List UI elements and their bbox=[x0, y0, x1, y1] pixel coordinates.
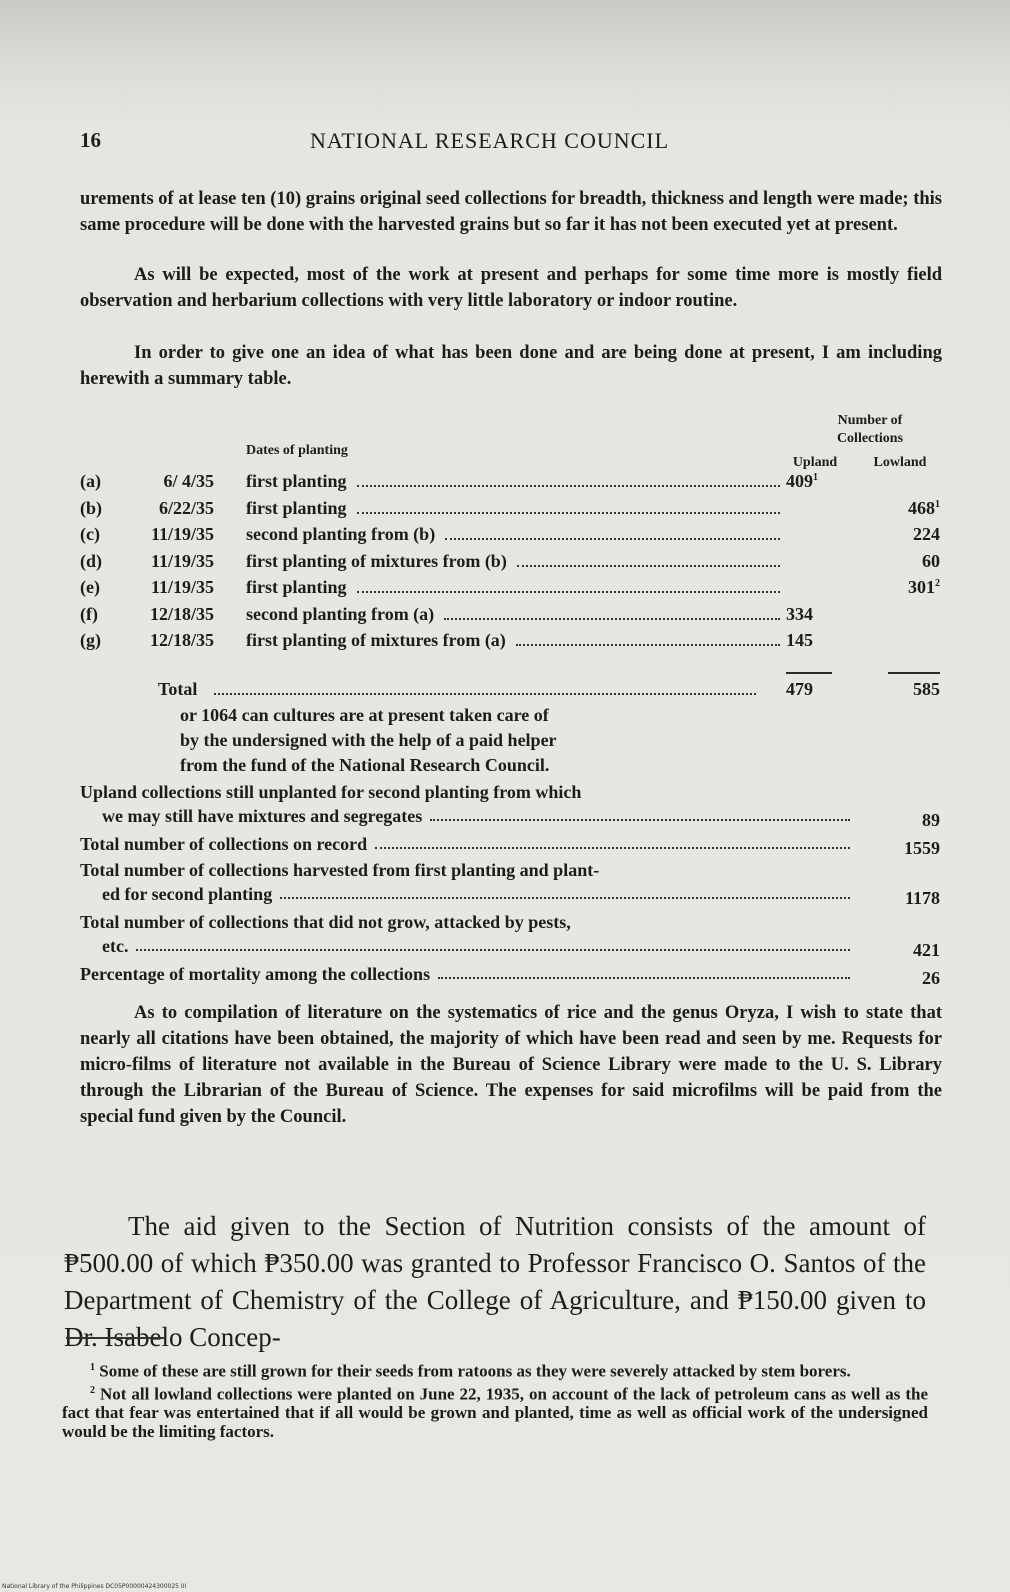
paragraph-text: urements of at lease ten (10) grains original seed collections for breadth, thickness and length were made; this same procedure will be done with the harvested grains but so far it has not been executed yet at present. bbox=[80, 189, 942, 235]
leader-dots bbox=[430, 817, 850, 821]
footnote-mark: 2 bbox=[935, 578, 940, 589]
stat-label: Percentage of mortality among the collections bbox=[80, 964, 431, 984]
row-label: (c) bbox=[80, 524, 100, 544]
footnote-rule bbox=[66, 1337, 164, 1339]
stat-item bbox=[80, 858, 940, 906]
row-lowland bbox=[880, 498, 940, 519]
paragraph-field-work bbox=[80, 262, 942, 314]
leader-dots bbox=[136, 947, 850, 951]
table-row bbox=[80, 471, 942, 496]
table-row bbox=[80, 604, 942, 629]
paragraph-text: As will be expected, most of the work at present and perhaps for some time more is mostly field observation and herbarium collections with very little laboratory or indoor routine. bbox=[80, 265, 942, 311]
row-date: 11/19/35 bbox=[150, 550, 214, 571]
lowland-value: 468 bbox=[908, 497, 935, 518]
row-label: (a) bbox=[80, 471, 101, 491]
upland-value: 334 bbox=[786, 603, 813, 624]
row-description: first planting of mixtures from (a) bbox=[246, 630, 506, 650]
row-upland bbox=[786, 604, 838, 625]
row-date: 6/22/35 bbox=[158, 497, 214, 518]
upland-value: 145 bbox=[786, 630, 813, 650]
table-row bbox=[80, 577, 942, 602]
paragraph-text: As to compilation of literature on the systematics of rice and the genus Oryza, I wish to state that nearly all citations have been obtained, the majority of which have been read and seen by me. Requests for micro-films of literature not available in the Bureau of Science Library were made to the U. S. Library through the Librarian of the Bureau of Science. The expenses for said microfilms will be paid from the special fund given by the Council. bbox=[80, 1003, 942, 1127]
table-row bbox=[80, 630, 942, 655]
note-line: or 1064 can cultures are at present taken care of bbox=[180, 705, 549, 725]
upland-value: 409 bbox=[786, 471, 813, 491]
table-row bbox=[80, 551, 942, 576]
footnote-mark: 1 bbox=[935, 498, 940, 510]
footnote-mark: 1 bbox=[813, 472, 818, 483]
stat-value: 89 bbox=[922, 810, 940, 830]
stat-value: 1559 bbox=[904, 838, 940, 858]
row-description: second planting from (a) bbox=[246, 603, 435, 624]
row-date: 11/19/35 bbox=[150, 577, 214, 597]
total-lowland: 585 bbox=[913, 679, 940, 699]
row-lowland bbox=[880, 551, 940, 572]
row-description: first planting bbox=[246, 577, 347, 597]
row-date: 12/18/35 bbox=[149, 630, 214, 650]
stat-item bbox=[80, 832, 940, 856]
stat-label: we may still have mixtures and segregates bbox=[102, 806, 423, 826]
stat-label: Total number of collections on record bbox=[80, 834, 368, 854]
cultures-note bbox=[180, 703, 780, 778]
row-date: 6/ 4/35 bbox=[163, 471, 214, 491]
row-lowland bbox=[880, 577, 940, 598]
leader-dots bbox=[516, 642, 780, 646]
row-date: 11/19/35 bbox=[150, 524, 214, 544]
row-description: first planting bbox=[246, 497, 347, 518]
paragraph-summary-intro bbox=[80, 340, 942, 392]
stat-label: ed for second planting bbox=[102, 884, 273, 904]
footnote-mark: 1 bbox=[90, 1362, 95, 1373]
paragraph-measurements bbox=[80, 186, 942, 238]
note-line: from the fund of the National Research Council. bbox=[180, 755, 550, 775]
footnote-mark: 2 bbox=[90, 1384, 95, 1396]
note-line: by the undersigned with the help of a paid helper bbox=[180, 730, 557, 750]
row-description: second planting from (b) bbox=[246, 524, 436, 544]
leader-dots bbox=[438, 975, 850, 979]
leader-dots bbox=[214, 691, 756, 695]
stat-value: 421 bbox=[913, 940, 940, 960]
total-row bbox=[80, 679, 942, 704]
col-number-header: Number of bbox=[837, 413, 903, 428]
stat-label-line: Total number of collections harvested from first planting and plant- bbox=[80, 860, 600, 880]
footnote-text: Some of these are still grown for their seeds from ratoons as they were severely attacked by stem borers. bbox=[99, 1361, 851, 1381]
col-upland-header: Upland bbox=[792, 455, 838, 470]
footnote-2 bbox=[62, 1381, 928, 1442]
leader-dots bbox=[357, 589, 780, 593]
row-label: (f) bbox=[80, 603, 98, 624]
row-lowland bbox=[880, 524, 940, 545]
paragraph-text: In order to give one an idea of what has been done and are being done at present, I am including herewith a summary table. bbox=[80, 343, 942, 389]
footnote-text: Not all lowland collections were planted on June 22, 1935, on account of the lack of petroleum cans as well as the fact that fear was entertained that if all would be grown and planted, time as well as official work of the undersigned would be the limiting factors. bbox=[62, 1384, 928, 1442]
lowland-value: 224 bbox=[913, 524, 940, 544]
row-description: first planting of mixtures from (b) bbox=[246, 550, 507, 571]
leader-dots bbox=[357, 483, 780, 487]
footnote-1 bbox=[62, 1358, 928, 1381]
page-number: 16 bbox=[80, 128, 101, 152]
archive-label: National Library of the Philippines DC05P00000424300025 III bbox=[2, 1583, 187, 1590]
stat-value: 1178 bbox=[904, 888, 940, 908]
stat-item bbox=[80, 780, 940, 828]
leader-dots bbox=[517, 563, 780, 567]
table-row bbox=[80, 524, 942, 549]
leader-dots bbox=[280, 895, 850, 899]
running-head: NATIONAL RESEARCH COUNCIL bbox=[310, 128, 670, 153]
leader-dots bbox=[444, 616, 780, 620]
leader-dots bbox=[445, 536, 780, 540]
paragraph-text: The aid given to the Section of Nutrition consists of the amount of ₱500.00 of which ₱350.00 was granted to Professor Francisco O. Santos of the Department of Chemistry of the College of Agriculture, and ₱150.00 given to Dr. Isabelo Concep- bbox=[64, 1211, 926, 1352]
stat-label-line: Total number of collections that did not grow, attacked by pests, bbox=[80, 912, 571, 932]
row-date: 12/18/35 bbox=[149, 603, 214, 624]
leader-dots bbox=[375, 845, 850, 849]
total-upland: 479 bbox=[786, 679, 813, 699]
upland-total-rule bbox=[786, 672, 832, 674]
stat-label: etc. bbox=[102, 936, 129, 956]
leader-dots bbox=[357, 510, 780, 514]
col-dates-header: Dates of planting bbox=[246, 443, 348, 458]
row-label: (d) bbox=[80, 550, 102, 571]
row-upland bbox=[786, 471, 838, 492]
stat-value: 26 bbox=[922, 968, 940, 988]
lowland-value: 301 bbox=[908, 577, 935, 597]
footnotes bbox=[62, 1358, 928, 1441]
lowland-value: 60 bbox=[922, 550, 940, 571]
row-label: (e) bbox=[80, 577, 100, 597]
page-header bbox=[80, 128, 940, 158]
total-label: Total bbox=[158, 679, 198, 699]
col-lowland-header: Lowland bbox=[873, 455, 927, 470]
row-upland bbox=[786, 630, 838, 651]
nutrition-paragraph bbox=[64, 1208, 926, 1356]
row-label: (b) bbox=[80, 497, 102, 518]
row-label: (g) bbox=[80, 630, 101, 650]
row-description: first planting bbox=[246, 471, 347, 491]
stat-item bbox=[80, 962, 940, 986]
col-collections-header: Collections bbox=[836, 431, 904, 446]
stat-item bbox=[80, 910, 940, 958]
paragraph-literature bbox=[80, 1000, 942, 1130]
table-row bbox=[80, 498, 942, 523]
lowland-total-rule bbox=[888, 672, 940, 674]
stat-label-line: Upland collections still unplanted for second planting from which bbox=[80, 782, 582, 802]
